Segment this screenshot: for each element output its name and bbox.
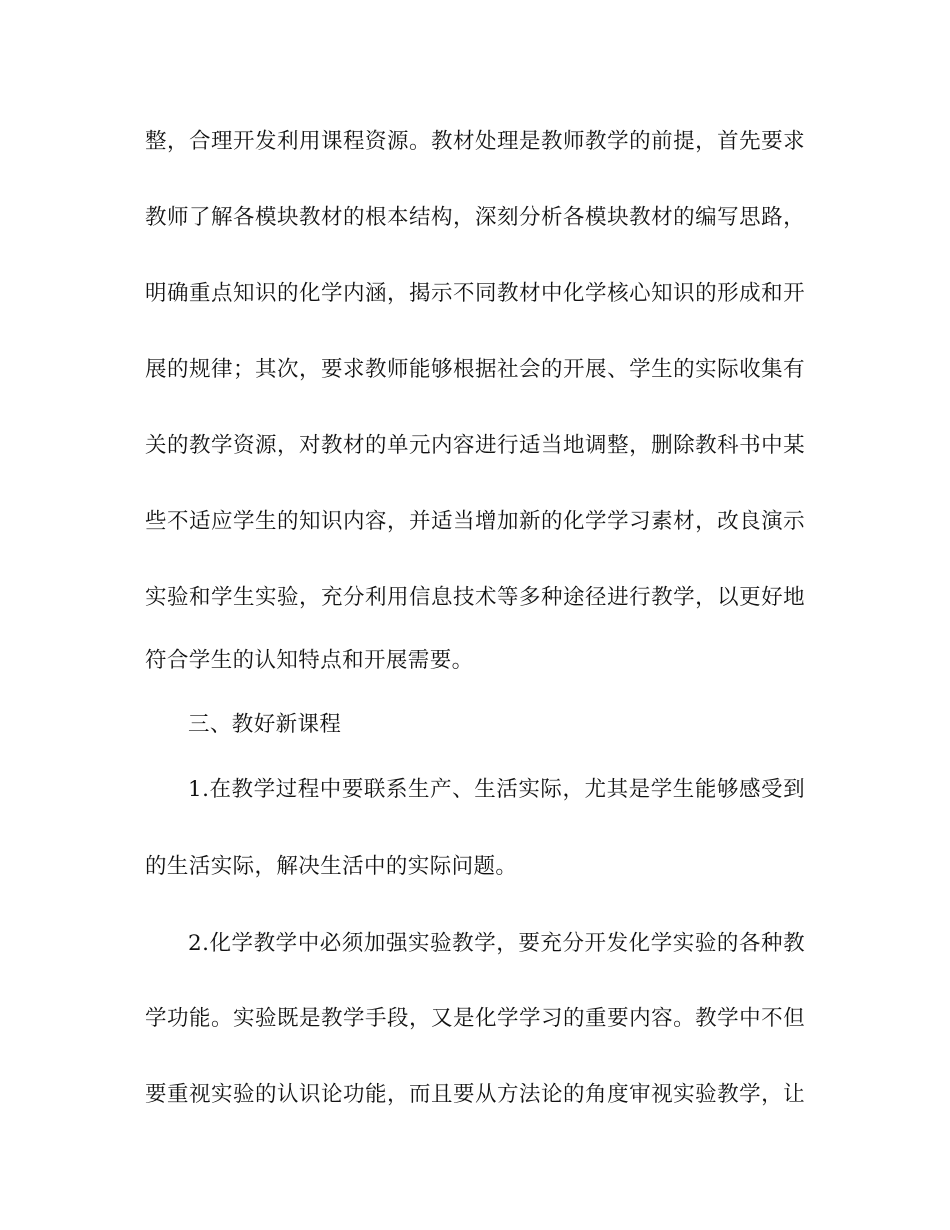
paragraph-line: 2.化学教学中必须加强实验教学，要充分开发化学实验的各种教: [188, 931, 805, 956]
paragraph-line: 的生活实际，解决生活中的实际问题。: [145, 854, 518, 879]
paragraph-line: 展的规律；其次，要求教师能够根据社会的开展、学生的实际收集有: [145, 357, 805, 382]
paragraph-line: 整，合理开发利用课程资源。教材处理是教师教学的前提，首先要求: [145, 129, 805, 154]
paragraph-line: 明确重点知识的化学内涵，揭示不同教材中化学核心知识的形成和开: [145, 281, 805, 306]
paragraph-line: 教师了解各模块教材的根本结构，深刻分析各模块教材的编写思路，: [145, 205, 805, 230]
paragraph-line: 1.在教学过程中要联系生产、生活实际，尤其是学生能够感受到: [188, 777, 805, 802]
paragraph-line: 实验和学生实验，充分利用信息技术等多种途径进行教学，以更好地: [145, 585, 805, 610]
section-heading: 三、教好新课程: [188, 712, 342, 737]
paragraph-line: 关的教学资源，对教材的单元内容进行适当地调整，删除教科书中某: [145, 433, 805, 458]
paragraph-line: 学功能。实验既是教学手段，又是化学学习的重要内容。教学中不但: [145, 1006, 805, 1031]
paragraph-line: 些不适应学生的知识内容，并适当增加新的化学学习素材，改良演示: [145, 509, 805, 534]
paragraph-line: 要重视实验的认识论功能，而且要从方法论的角度审视实验教学，让: [145, 1082, 805, 1107]
paragraph-line: 符合学生的认知特点和开展需要。: [145, 648, 474, 673]
